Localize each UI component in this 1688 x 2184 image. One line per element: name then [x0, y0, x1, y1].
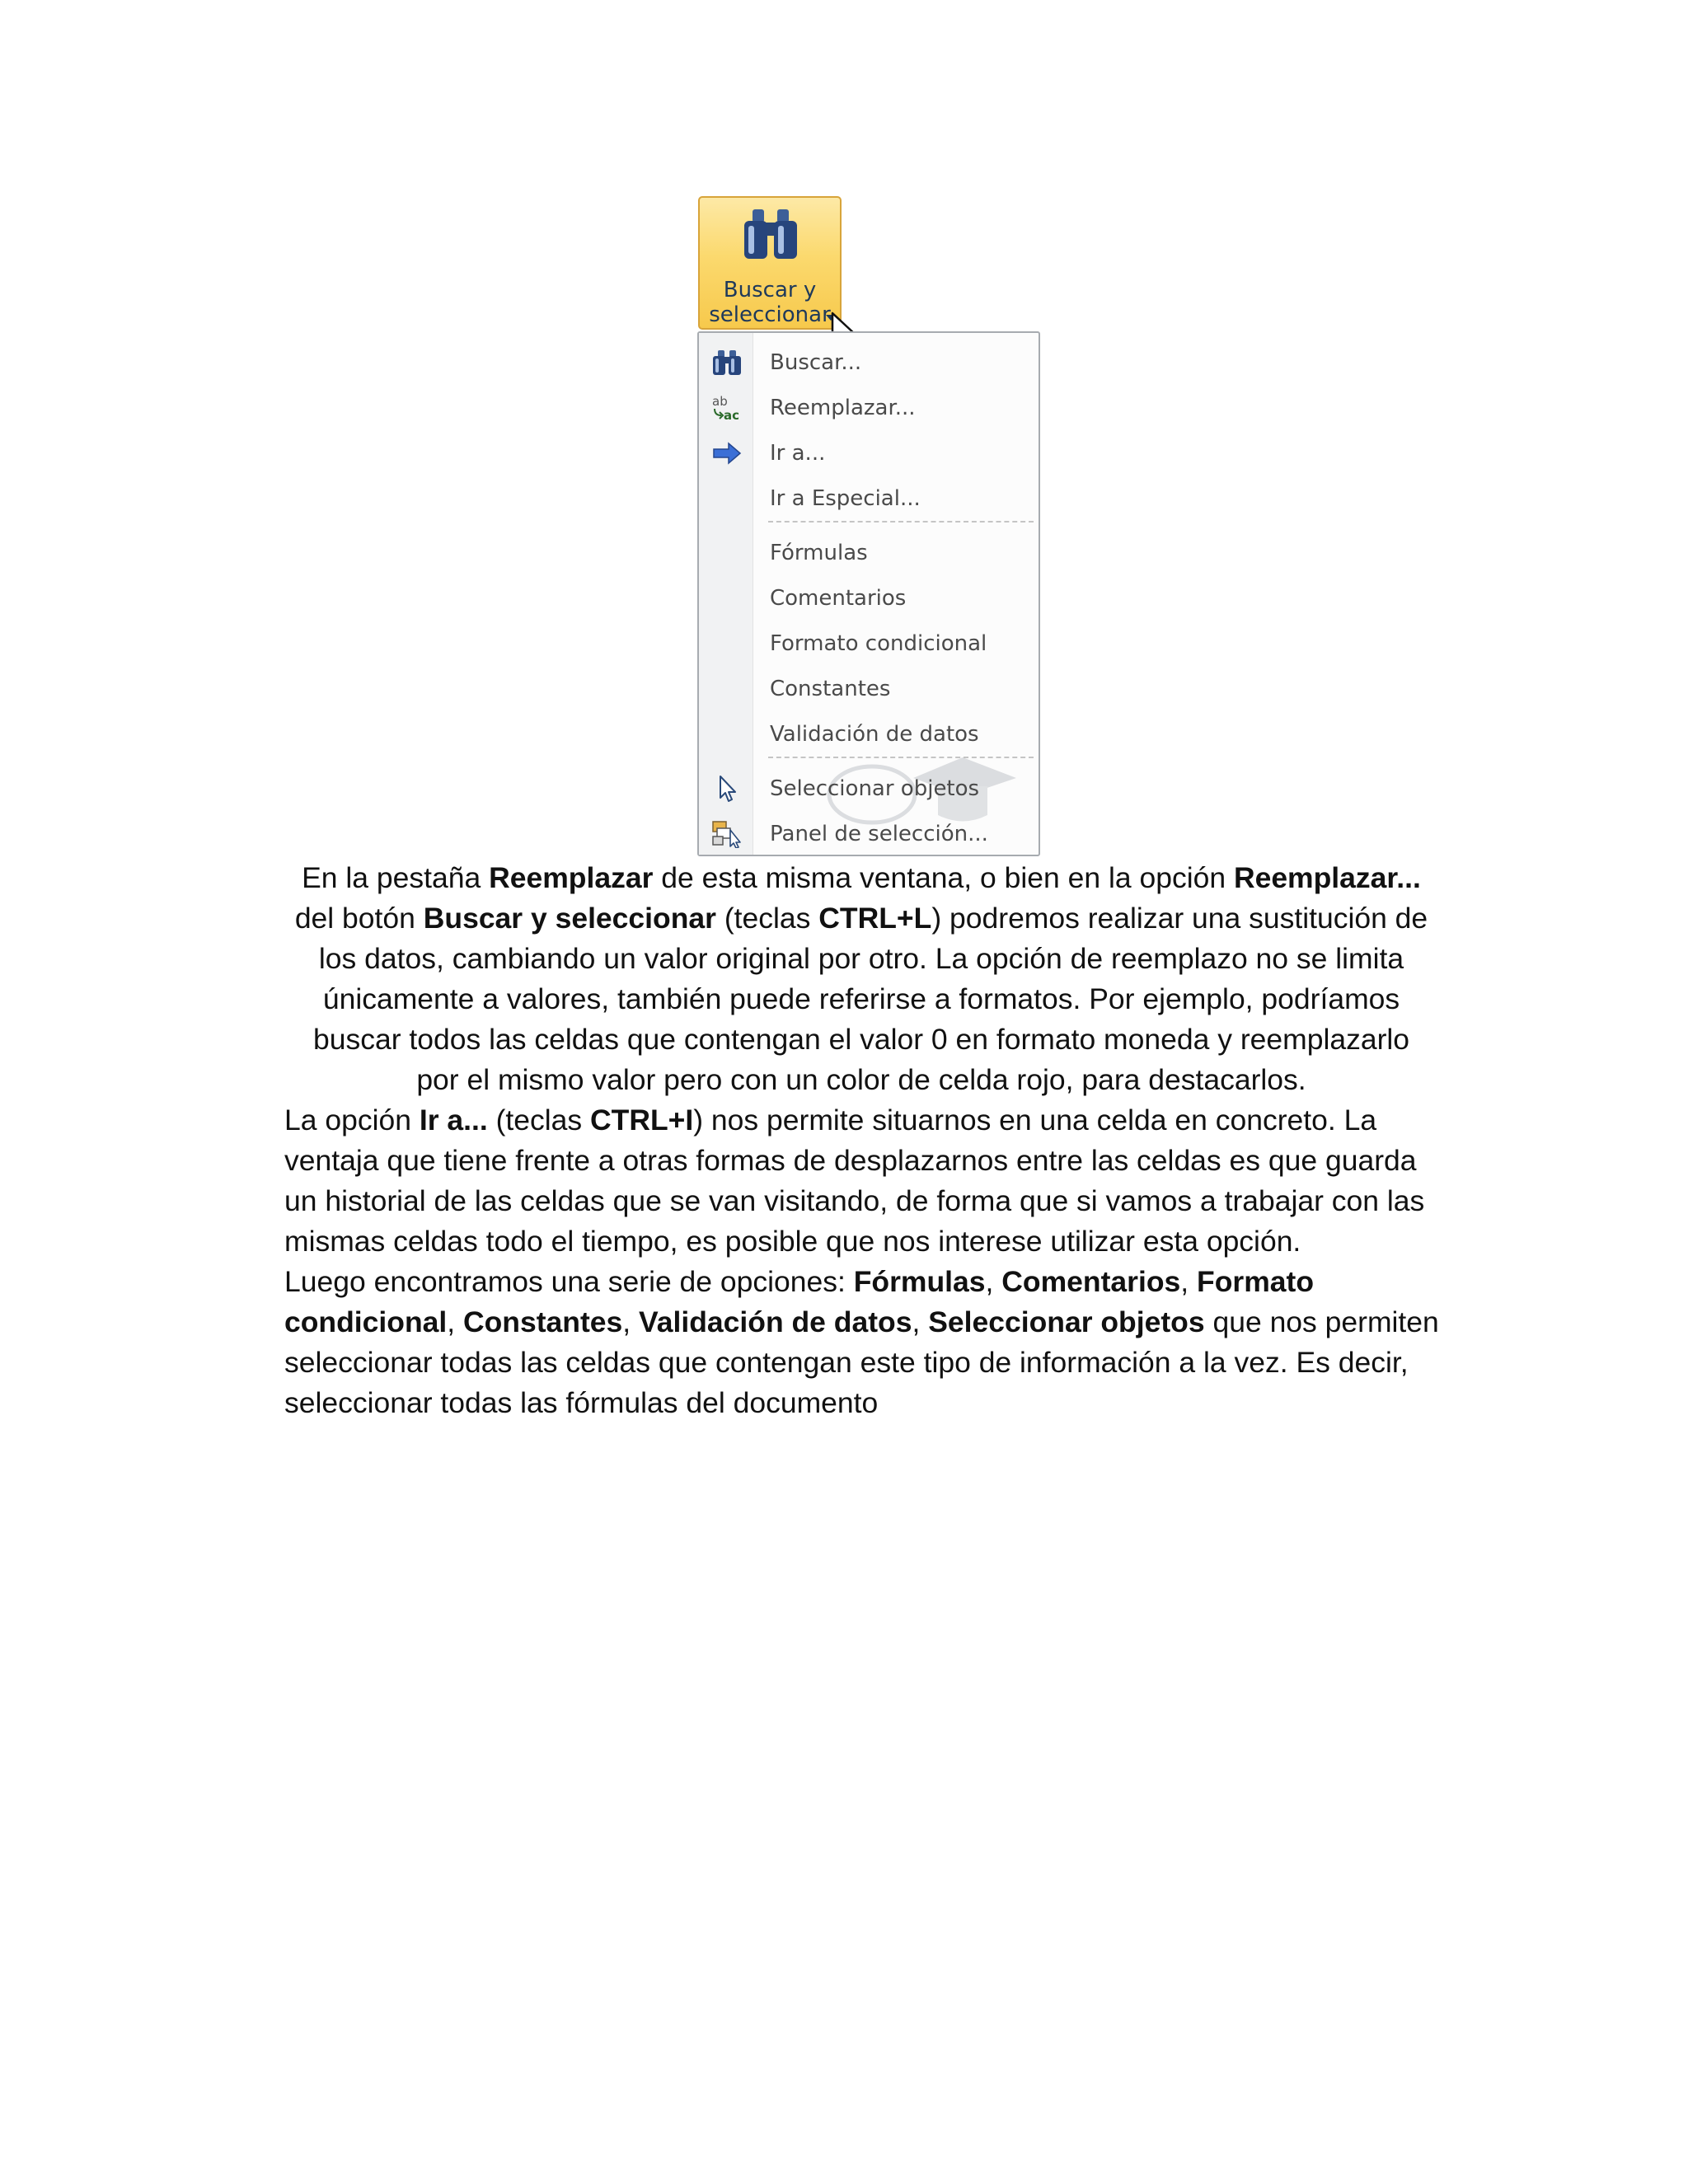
text-line [284, 1141, 1455, 1181]
text-run: un historial de las celdas que se van visitando, de forma que si vamos a trabajar con las [284, 1184, 1425, 1217]
menu-item-comentarios[interactable] [699, 577, 1039, 620]
buscar-y-seleccionar-button[interactable] [698, 196, 842, 330]
bold-text-run: CTRL+I [590, 1104, 694, 1137]
menu-item-constantes[interactable] [699, 668, 1039, 710]
binoculars-icon [741, 208, 800, 262]
menu-item-label: Ir a Especial... [770, 486, 921, 511]
bold-text-run: condicional [284, 1305, 448, 1338]
text-run: ventaja que tiene frente a otras formas de desplazarnos entre las celdas es que guarda [284, 1144, 1417, 1177]
paragraph-ir-a [284, 1100, 1455, 1262]
bold-text-run: Reemplazar [489, 861, 654, 894]
selection-pane-icon [710, 820, 743, 848]
menu-item-ir-a-especial[interactable] [699, 477, 1039, 520]
text-line [284, 1019, 1438, 1060]
text-run: mismas celdas todo el tiempo, es posible que nos interese utilizar esta opción. [284, 1225, 1301, 1258]
text-line [284, 1181, 1455, 1221]
text-run: de esta misma ventana, o bien en la opción [653, 861, 1234, 894]
ribbon-label-line1: Buscar y [723, 278, 817, 302]
text-run: , [912, 1305, 929, 1338]
text-run: ) nos permite situarnos en una celda en concreto. La [693, 1104, 1377, 1137]
bold-text-run: Validación de datos [639, 1305, 912, 1338]
text-run: buscar todos las celdas que contengan el valor 0 en formato moneda y reemplazarlo [312, 1023, 1410, 1056]
pointer-icon [710, 775, 743, 803]
text-run: , [985, 1265, 1002, 1298]
menu-item-buscar[interactable] [699, 341, 1039, 384]
text-run: seleccionar todas las fórmulas del documento [284, 1386, 879, 1419]
bold-text-run: Buscar y seleccionar [423, 902, 716, 935]
bold-text-run: Seleccionar objetos [928, 1305, 1205, 1338]
text-line [284, 898, 1438, 939]
bold-text-run: Reemplazar... [1233, 861, 1421, 894]
bold-text-run: Formato [1197, 1265, 1315, 1298]
text-run: Luego encontramos una serie de opciones: [284, 1265, 854, 1298]
menu-item-label: Comentarios [770, 586, 907, 611]
menu-item-ir-a[interactable] [699, 432, 1039, 475]
text-run: que nos permiten [1204, 1305, 1439, 1338]
buscar-dropdown-menu [697, 331, 1040, 856]
text-run: por el mismo valor pero con un color de celda rojo, para destacarlos. [416, 1063, 1306, 1096]
text-run: del botón [294, 902, 424, 935]
menu-item-label: Formato condicional [770, 631, 987, 656]
text-run: los datos, cambiando un valor original por otro. La opción de reemplazo no se limita [318, 942, 1404, 975]
text-line [284, 1302, 1455, 1343]
text-line [284, 939, 1438, 979]
bold-text-run: Ir a... [419, 1104, 488, 1137]
menu-item-label: Seleccionar objetos [770, 776, 980, 801]
bold-text-run: Fórmulas [853, 1265, 986, 1298]
binoculars-icon [710, 349, 743, 377]
text-run: seleccionar todas las celdas que contengan este tipo de información a la vez. Es decir, [284, 1346, 1409, 1379]
text-line [284, 979, 1438, 1019]
menu-item-label: Reemplazar... [770, 396, 916, 420]
paragraph-reemplazar [284, 858, 1438, 1100]
menu-item-panel-de-seleccion[interactable] [699, 813, 1039, 855]
text-line [284, 1221, 1455, 1262]
menu-item-reemplazar[interactable] [699, 387, 1039, 429]
text-line [284, 1262, 1455, 1302]
text-run: únicamente a valores, también puede referirse a formatos. Por ejemplo, podríamos [322, 982, 1400, 1015]
text-line [284, 1100, 1455, 1141]
menu-separator [768, 521, 1034, 523]
bold-text-run: Comentarios [1001, 1265, 1181, 1298]
text-run: (teclas [487, 1104, 590, 1137]
menu-item-label: Buscar... [770, 350, 862, 375]
menu-item-label: Ir a... [770, 441, 826, 466]
text-run: (teclas [715, 902, 819, 935]
menu-item-formulas[interactable] [699, 532, 1039, 574]
menu-item-label: Panel de selección... [770, 822, 988, 846]
text-line [284, 858, 1438, 898]
menu-item-seleccionar-objetos[interactable] [699, 767, 1039, 810]
ribbon-label-line2: seleccionar [709, 302, 831, 327]
text-line [284, 1383, 1455, 1423]
replace-icon [710, 394, 743, 422]
menu-item-formato-condicional[interactable] [699, 622, 1039, 665]
svg-text:ac: ac [724, 408, 740, 422]
text-run: , [447, 1305, 463, 1338]
text-run: , [1180, 1265, 1198, 1298]
bold-text-run: Constantes [462, 1305, 623, 1338]
bold-text-run: CTRL+L [818, 902, 932, 935]
svg-text:ab: ab [712, 394, 728, 409]
text-run: , [622, 1305, 640, 1338]
text-run: La opción [284, 1104, 420, 1137]
menu-item-label: Fórmulas [770, 541, 868, 565]
menu-item-label: Validación de datos [770, 722, 979, 747]
text-line [284, 1343, 1455, 1383]
paragraph-opciones [284, 1262, 1455, 1423]
text-line [284, 1060, 1438, 1100]
arrow-right-icon [710, 439, 743, 467]
text-run: En la pestaña [302, 861, 490, 894]
menu-item-label: Constantes [770, 677, 891, 701]
text-run: ) podremos realizar una sustitución de [931, 902, 1428, 935]
